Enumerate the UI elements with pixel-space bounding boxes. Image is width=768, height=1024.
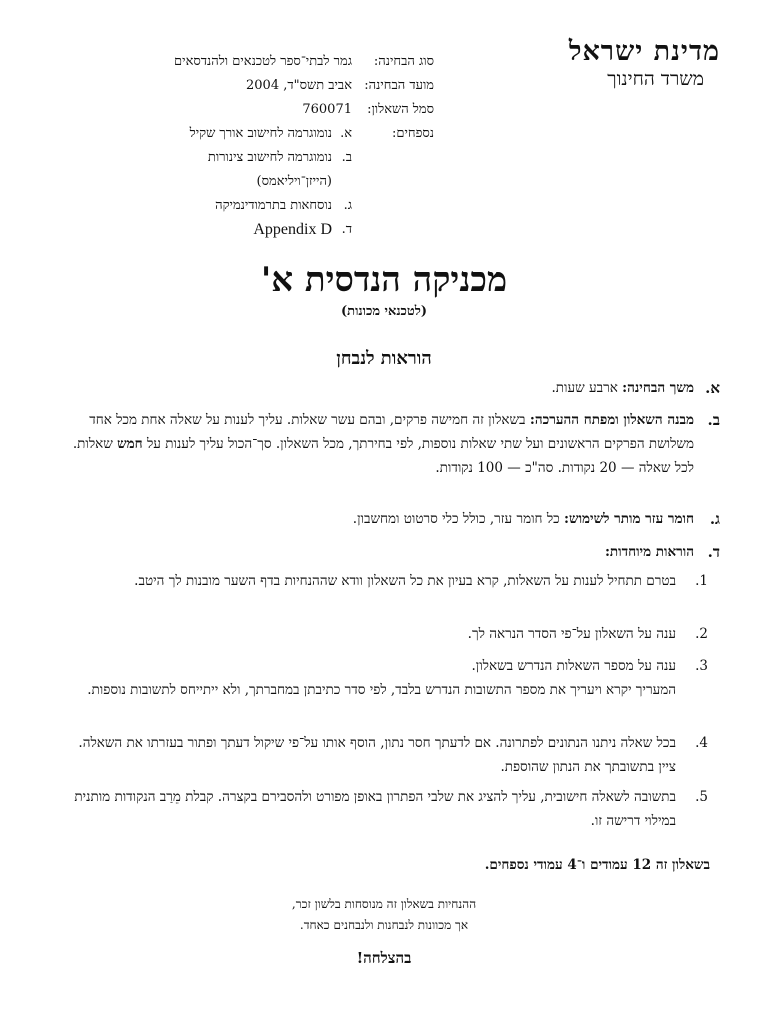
instructions-title: הוראות לנבחן [336, 348, 432, 369]
ministry-name: משרד החינוך [607, 68, 704, 90]
section-materials [60, 507, 720, 531]
instruction-text-detail: המעריך יקרא ויעריך את מספר התשובות הנדרש בלבד, לפי סדר כתיבתן במחברתך, ולא ייתייחס לתשובות נוספות. [87, 682, 676, 698]
section-letter: ד. [707, 543, 720, 561]
exam-type-row [174, 50, 434, 74]
exam-date-value: אביב תשס"ד, 2004 [246, 78, 352, 93]
attachment-text: נומוגרמה לחישוב אורך שקיל [189, 126, 332, 141]
section-structure [60, 408, 720, 480]
exam-meta [174, 50, 434, 242]
gender-note-line: אך מכוונות לנבחנות ולנבחנים כאחד. [299, 918, 469, 932]
section-duration [60, 376, 720, 400]
good-luck: בהצלחה! [356, 949, 412, 967]
special-instruction [58, 654, 708, 702]
attachments-row [174, 122, 434, 242]
section-letter: א. [705, 379, 720, 397]
attachments-list [190, 122, 352, 242]
exam-code-row [174, 98, 434, 122]
exam-code-label: סמל השאלון: [367, 102, 434, 117]
section-heading: הוראות מיוחדות: [604, 544, 694, 560]
attachment-letter: ב. [341, 150, 352, 165]
instruction-number: 4. [695, 735, 708, 751]
section-letter: ג. [709, 510, 720, 528]
section-emphasis: חמש [117, 436, 143, 452]
exam-type-value: גמר לבתי־ספר לטכנאים ולהנדסאים [174, 54, 352, 69]
section-text: בשאלון זה חמישה פרקים, ובהם עשר שאלות. עליך לענות על שאלה אחת מכל אחד משלושת הפרקים הראשונים ועל שתי שאלות נוספות, לפי בחירתך, מכל השאלון. סך־הכול עליך לענות על [89, 412, 694, 452]
instruction-number: 2. [695, 626, 708, 642]
section-heading: משך הבחינה: [622, 380, 694, 396]
section-heading: מבנה השאלון ומפתח ההערכה: [529, 412, 694, 428]
exam-subtitle: (לטכנאי מכונות) [341, 304, 427, 319]
section-text-end: שאלות. [72, 436, 118, 452]
special-instruction [58, 731, 708, 779]
attachment-letter: ג. [343, 198, 352, 213]
exam-date-row [174, 74, 434, 98]
attachment-item [190, 218, 352, 242]
instruction-text: בכל שאלה ניתנו הנתונים לפתרונה. אם לדעתך חסר נתון, הוסף אותו על־פי שיקול דעתך ופתור בעזרתו את השאלה. ציין בתשובתך את הנתון שהוספת. [78, 735, 676, 775]
special-instruction [58, 622, 708, 646]
exam-title: מכניקה הנדסית א' [260, 260, 508, 300]
exam-type-label: סוג הבחינה: [373, 54, 434, 69]
attachment-item [190, 170, 352, 194]
attachment-item [190, 194, 352, 218]
instruction-number: 3. [695, 658, 708, 674]
instruction-text: בתשובה לשאלה חישובית, עליך להציג את שלבי הפתרון באופן מפורט ולהסבירם בקצרה. קבלת מֵרַב הנקודות מותנית במילוי דרישה זו. [74, 789, 676, 829]
section-text: כל חומר עזר, כולל כלי סרטוט ומחשבון. [352, 511, 565, 527]
gender-note-line: ההנחיות בשאלון זה מנוסחות בלשון זכר, [291, 897, 477, 911]
instruction-number: 5. [695, 789, 708, 805]
instruction-text: ענה על השאלון על־פי הסדר הנראה לך. [467, 626, 676, 642]
section-special [60, 540, 720, 564]
attachment-text: נוסחאות בתרמודינמיקה [215, 198, 332, 213]
instruction-text: ענה על מספר השאלות הנדרש בשאלון. [471, 658, 676, 674]
special-instruction [58, 785, 708, 833]
instruction-text: בטרם תתחיל לענות על השאלות, קרא בעיון את כל השאלון וודא שההנחיות בדף השער מובנות לך היטב. [134, 573, 676, 589]
page-count-note: בשאלון זה 12 עמודים ו־4 עמודי נספחים. [484, 857, 710, 873]
instruction-number: 1. [695, 573, 708, 589]
exam-date-label: מועד הבחינה: [364, 78, 434, 93]
gender-note [0, 894, 768, 936]
state-name: מדינת ישראל [568, 36, 720, 67]
section-heading: חומר עזר מותר לשימוש: [564, 511, 694, 527]
attachment-letter: א. [340, 126, 352, 141]
attachment-item [190, 122, 352, 146]
section-scoring: לכל שאלה — 20 נקודות. סה"כ — 100 נקודות. [435, 460, 694, 476]
section-letter: ב. [707, 411, 720, 429]
attachment-text: (הייזן־ויליאמס) [256, 174, 332, 189]
attachment-letter [332, 170, 352, 194]
attachments-label: נספחים: [391, 126, 434, 141]
exam-code-value: 760071 [302, 102, 352, 117]
attachment-letter: ד. [341, 222, 352, 237]
attachment-text: נומוגרמה לחישוב צינורות [207, 150, 332, 165]
attachment-text: Appendix D [253, 221, 332, 238]
attachment-item [190, 146, 352, 170]
special-instruction [58, 569, 708, 593]
section-text: ארבע שעות. [551, 380, 623, 396]
